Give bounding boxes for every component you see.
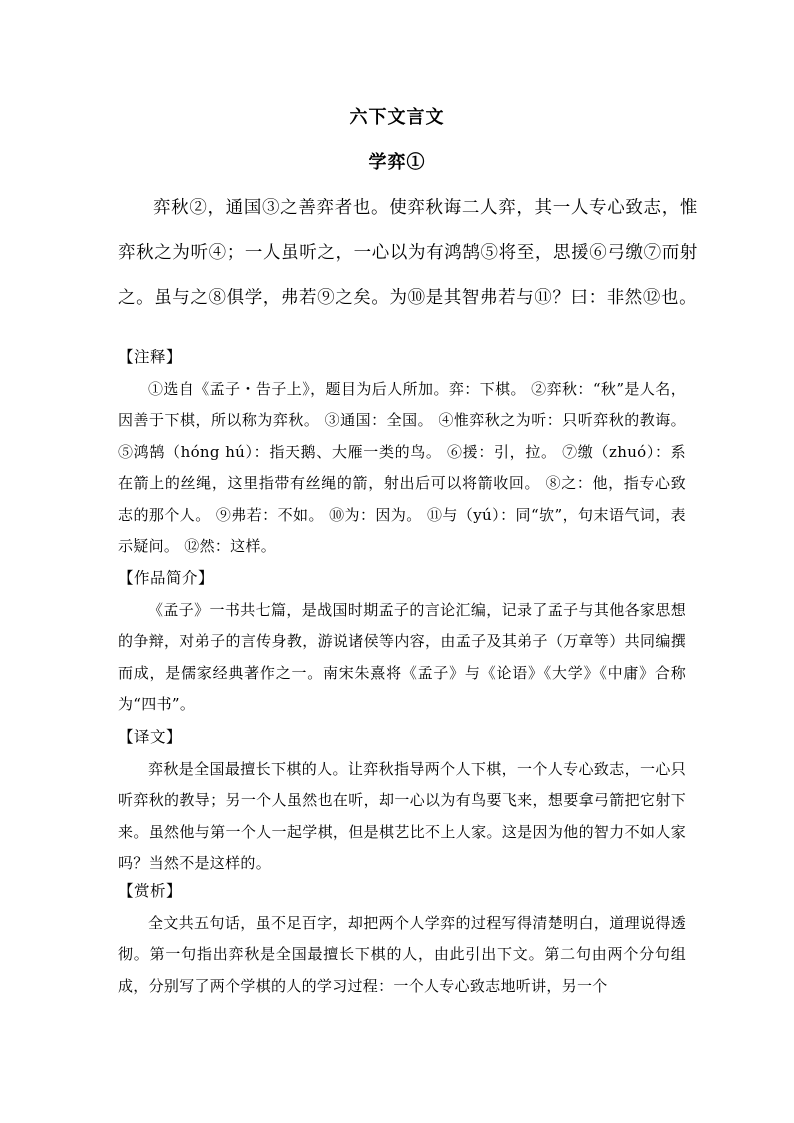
lesson-title: 学弈① [368,152,426,173]
works-intro-section [118,563,686,721]
document-title: 六下文言文 [349,107,445,128]
works-intro-text: 《孟子》一书共七篇，是战国时期孟子的言论汇编，记录了孟子与其他各家思想的争辩，对弟子的言传身教，游说诸侯等内容，由孟子及其弟子（万章等）共同编撰而成，是儒家经典著作之一。南宋朱熹将《孟子》与《论语》《大学》《中庸》合称为“四书”。 [118,600,686,713]
classical-text [118,186,698,321]
translation-heading: 【译文】 [118,728,183,746]
notes-text: ①选自《孟子・告子上》，题目为后人所加。弈：下棋。 ②弈秋：“秋”是人名，因善于下棋，所以称为弈秋。 ③通国：全国。 ④惟弈秋之为听：只听弈秋的教诲。 ⑤鸿鹄（hóng hú）：指天鹅、大雁一类的鸟。 ⑥援：引，拉。 ⑦缴（zhuó）：系在箭上的丝绳，这里指带有丝绳的箭，射出后可以将箭收回。 ⑧之：他，指专心致志的那个人。 ⑨弗若：不如。 ⑩为：因为。 ⑪与（yú）：同“欤”，句末语气词，表示疑问。 ⑫然：这样。 [118,379,686,555]
classical-text-paragraph: 弈秋②，通国③之善弈者也。使弈秋诲二人弈，其一人专心致志，惟弈秋之为听④；一人虽听之，一心以为有鸿鹄⑤将至，思援⑥弓缴⑦而射之。虽与之⑧俱学，弗若⑨之矣。为⑩是其智弗若与⑪？曰：非然⑫也。 [118,198,698,308]
notes-heading: 【注释】 [118,348,183,366]
works-intro-heading: 【作品简介】 [118,569,215,587]
notes-section [118,342,686,563]
appreciation-heading: 【赏析】 [118,882,183,900]
translation-section [118,722,686,880]
translation-text: 弈秋是全国最擅长下棋的人。让弈秋指导两个人下棋，一个人专心致志，一心只听弈秋的教导；另一个人虽然也在听，却一心以为有鸟要飞来，想要拿弓箭把它射下来。虽然他与第一个人一起学棋，但是棋艺比不上人家。这是因为他的智力不如人家吗？当然不是这样的。 [118,759,686,872]
appreciation-section [118,876,686,1002]
appreciation-text: 全文共五句话，虽不足百字，却把两个人学弈的过程写得清楚明白，道理说得透彻。第一句指出弈秋是全国最擅长下棋的人，由此引出下文。第二句由两个分句组成，分别写了两个学棋的人的学习过程：一个人专心致志地听讲，另一个 [118,913,686,995]
